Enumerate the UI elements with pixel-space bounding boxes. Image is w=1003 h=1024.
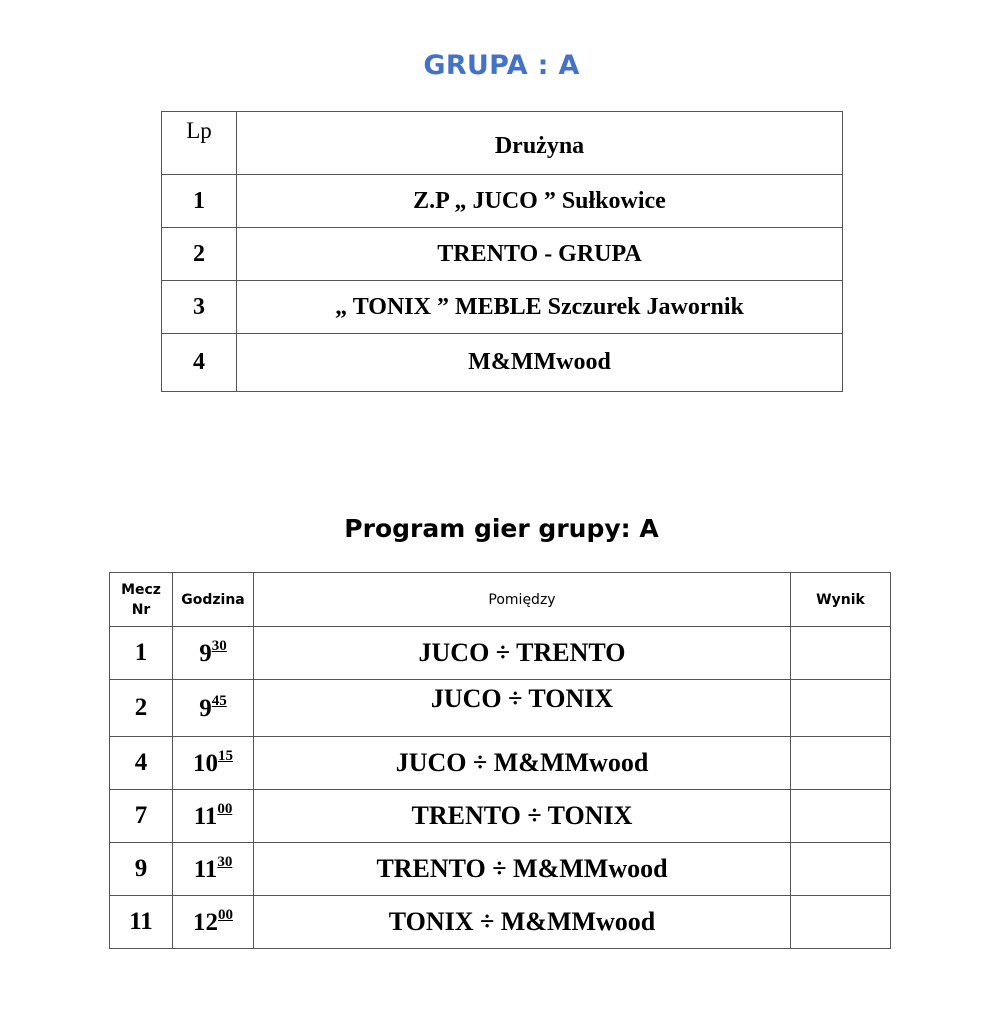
match-time-hour: 12 xyxy=(193,909,218,936)
team-lp: 2 xyxy=(162,228,237,281)
match-teams: JUCO ÷ M&MMwood xyxy=(254,737,791,790)
match-time xyxy=(173,737,254,790)
team-row xyxy=(162,175,843,228)
match-time-hour: 9 xyxy=(199,640,212,667)
schedule-title: Program gier grupy: A xyxy=(344,514,659,543)
match-time-hour: 11 xyxy=(193,856,218,883)
team-lp: 4 xyxy=(162,334,237,392)
match-row xyxy=(110,843,891,896)
teams-header-row xyxy=(162,112,843,175)
lp-header: Lp xyxy=(162,112,237,175)
match-nr: 4 xyxy=(110,737,173,790)
match-nr: 2 xyxy=(110,680,173,737)
match-time-hour: 9 xyxy=(199,695,212,722)
match-time xyxy=(173,627,254,680)
match-result[interactable] xyxy=(791,680,891,737)
team-name: Z.P „ JUCO ” Sułkowice xyxy=(237,175,843,228)
match-teams: JUCO ÷ TONIX xyxy=(254,680,791,737)
match-row xyxy=(110,680,891,737)
team-row xyxy=(162,281,843,334)
match-nr-header xyxy=(110,573,173,627)
match-result[interactable] xyxy=(791,627,891,680)
match-teams: TRENTO ÷ TONIX xyxy=(254,790,791,843)
result-header: Wynik xyxy=(791,573,891,627)
match-row xyxy=(110,896,891,949)
match-time-minute: 45 xyxy=(211,693,227,709)
match-row xyxy=(110,790,891,843)
schedule-header-row xyxy=(110,573,891,627)
match-nr: 9 xyxy=(110,843,173,896)
team-name: M&MMwood xyxy=(237,334,843,392)
match-nr-header-line2: Nr xyxy=(131,601,151,618)
match-teams: JUCO ÷ TRENTO xyxy=(254,627,791,680)
group-title: GRUPA : A xyxy=(423,50,580,81)
match-row xyxy=(110,737,891,790)
team-header: Drużyna xyxy=(237,112,843,175)
match-result[interactable] xyxy=(791,843,891,896)
schedule-table xyxy=(109,572,891,949)
between-header: Pomiędzy xyxy=(254,573,791,627)
team-name: TRENTO - GRUPA xyxy=(237,228,843,281)
match-time-hour: 11 xyxy=(193,803,218,830)
match-time-minute: 30 xyxy=(217,854,233,870)
match-time-minute: 00 xyxy=(217,801,233,817)
match-time-minute: 15 xyxy=(218,748,233,764)
team-name: „ TONIX ” MEBLE Szczurek Jawornik xyxy=(237,281,843,334)
match-nr: 11 xyxy=(110,896,173,949)
match-time-hour: 10 xyxy=(193,750,218,777)
match-time xyxy=(173,896,254,949)
match-time-minute: 00 xyxy=(218,907,233,923)
match-row xyxy=(110,627,891,680)
match-time xyxy=(173,790,254,843)
team-row xyxy=(162,228,843,281)
match-nr-header-line1: Mecz xyxy=(121,581,161,598)
match-teams: TRENTO ÷ M&MMwood xyxy=(254,843,791,896)
team-lp: 3 xyxy=(162,281,237,334)
time-header: Godzina xyxy=(173,573,254,627)
team-row xyxy=(162,334,843,392)
match-time-minute: 30 xyxy=(211,638,227,654)
match-nr: 7 xyxy=(110,790,173,843)
match-teams: TONIX ÷ M&MMwood xyxy=(254,896,791,949)
match-nr: 1 xyxy=(110,627,173,680)
match-result[interactable] xyxy=(791,896,891,949)
teams-table xyxy=(161,111,843,392)
match-time xyxy=(173,680,254,737)
match-result[interactable] xyxy=(791,737,891,790)
team-lp: 1 xyxy=(162,175,237,228)
match-time xyxy=(173,843,254,896)
match-result[interactable] xyxy=(791,790,891,843)
